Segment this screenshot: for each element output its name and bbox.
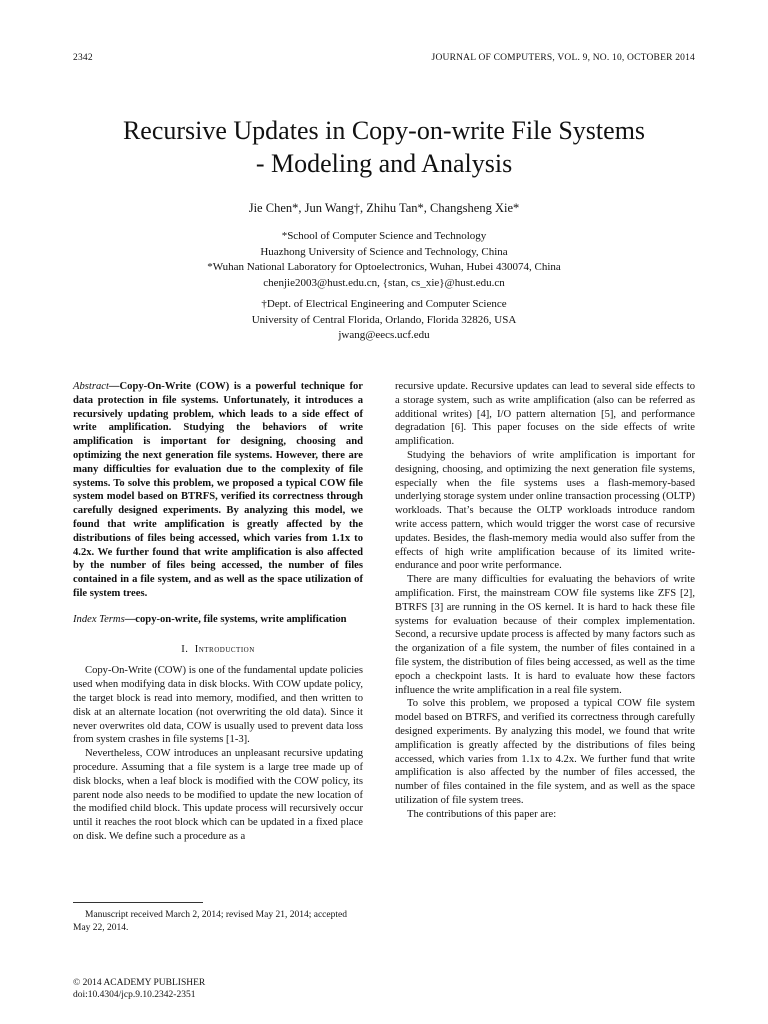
index-terms [73, 613, 363, 627]
body-paragraph: Nevertheless, COW introduces an unpleasant recursive updating procedure. Assuming that a file system is a large tree made up of disk blocks, when a leaf block is modified with the COW policy, its parent node also needs to be modified to update the new location of the modified child block. This update process will recursively occur until it reaches the root block which can be updated in a fixed place on disk. We define such a procedure as a [73, 748, 363, 842]
body-paragraph: To solve this problem, we proposed a typical COW file system model based on BTRFS, and verified its correctness through carefully designed experiments. By analyzing this model, we found that write amplification is greatly affected by the distributions of files being accessed, which varies from 1.1x to 4.2x. We further fund that write amplification is also affected by the number of files accessed, the number of files contained in the file system, and as well as the space utilization of file system trees. [395, 698, 695, 806]
copyright: © 2014 ACADEMY PUBLISHER [73, 978, 206, 988]
abstract [73, 380, 363, 601]
left-column [73, 380, 363, 844]
journal-name: JOURNAL OF COMPUTERS, VOL. 9, NO. 10, OCTOBER 2014 [431, 53, 695, 63]
affiliation-line: †Dept. of Electrical Engineering and Computer Science [261, 298, 507, 310]
title-line-2: - Modeling and Analysis [255, 149, 513, 178]
page-number: 2342 [73, 53, 93, 63]
right-column [395, 380, 695, 822]
affiliation-line: *School of Computer Science and Technology [281, 230, 487, 242]
footnote [73, 902, 363, 934]
affiliation-line: University of Central Florida, Orlando, Florida 32826, USA [251, 313, 517, 326]
affiliation-block-1 [60, 229, 708, 291]
affiliation-line: Huazhong University of Science and Technology, China [260, 245, 508, 258]
body-paragraph: Studying the behaviors of write amplification is important for designing, choosing, and optimizing the next generation file systems, especially when the file systems uses a flash-memory-based underlying storage system under online transaction processing (OLTP) workloads. That’s because the OLTP workloads introduce random write access pattern, which would trigger the worst case of recursive updates. Besides, the flash-memory media would also suffer from the effects of high write amplification because of its limited write-endurance and poor write performance. [395, 449, 695, 572]
index-terms-label: Index Terms [73, 613, 125, 625]
footnote-rule [73, 902, 203, 903]
body-paragraph: recursive update. Recursive updates can lead to several side effects to a storage system, such as write amplification (also can be referred as additional writes) [4], I/O pattern alternation [5], and performance degradation [6]. This paper focuses on the side effects of write amplification. [395, 381, 695, 448]
index-terms-text: —copy-on-write, file systems, write amplification [124, 613, 347, 625]
body-paragraph: The contributions of this paper are: [407, 808, 557, 820]
body-paragraph: There are many difficulties for evaluating the behaviors of write amplification. First, the mainstream COW file systems like ZFS [2], BTRFS [3] are running in the OS kernel. It is hard to hack these file systems for evaluation because of their complex implementation. Second, a recursive update process is affected by many factors such as the organization of a file system, the number of files contained in a file system, the distribution of files being accessed, as well as the time epoch a checkpoint lasts. It is hard to evaluate how these factors influence the write amplification in a real file system. [395, 574, 695, 696]
manuscript-note: Manuscript received March 2, 2014; revised May 21, 2014; accepted May 22, 2014. [73, 910, 347, 933]
affiliation-line: *Wuhan National Laboratory for Optoelectronics, Wuhan, Hubei 430074, China [207, 261, 561, 273]
body-paragraph: Copy-On-Write (COW) is one of the fundamental update policies used when modifying data in disk blocks. With COW update policy, the target block is read into memory, modified, and then written to disk at an alternate location (not overwriting the old data). Since it never overwrites old data, COW is usually used to prevent data loss from system crashes in file systems [1-3]. [73, 665, 363, 746]
section-title: Introduction [194, 643, 255, 655]
author-list: Jie Chen*, Jun Wang†, Zhihu Tan*, Changsheng Xie* [248, 201, 520, 215]
doi: doi:10.4304/jcp.9.10.2342-2351 [73, 990, 196, 1000]
publisher-info [73, 977, 205, 1001]
affiliation-block-2 [60, 297, 708, 344]
running-header [73, 53, 695, 67]
abstract-label: Abstract [73, 381, 109, 392]
section-numeral: I. [181, 643, 189, 655]
affiliation-email: jwang@eecs.ucf.edu [338, 329, 430, 341]
paper-title [60, 114, 708, 180]
affiliation-emails: chenjie2003@hust.edu.cn, {stan, cs_xie}@hust.edu.cn [263, 276, 505, 289]
section-heading [73, 643, 363, 657]
abstract-text: —Copy-On-Write (COW) is a powerful technique for data protection in file systems. Unfortunately, it introduces a recursively updating problem, which leads to a side effect of write amplification. Studying the behaviors of write amplification is important for designing, choosing and optimizing the next generation file systems. However, there are many difficulties for evaluation due to the complexity of file systems. To solve this problem, we proposed a typical COW file system model based on BTRFS, verified its correctness through carefully designed experiments. By analyzing this model, we found that write amplification is greatly affected by the distributions of files being accessed, which varies from 1.1x to 4.2x. We further found that write amplification is also affected by the number of files being accessed, the number of files contained in a file system, and as well as the space utilization of file system trees. [73, 381, 363, 599]
title-line-1: Recursive Updates in Copy-on-write File Systems [122, 116, 646, 145]
